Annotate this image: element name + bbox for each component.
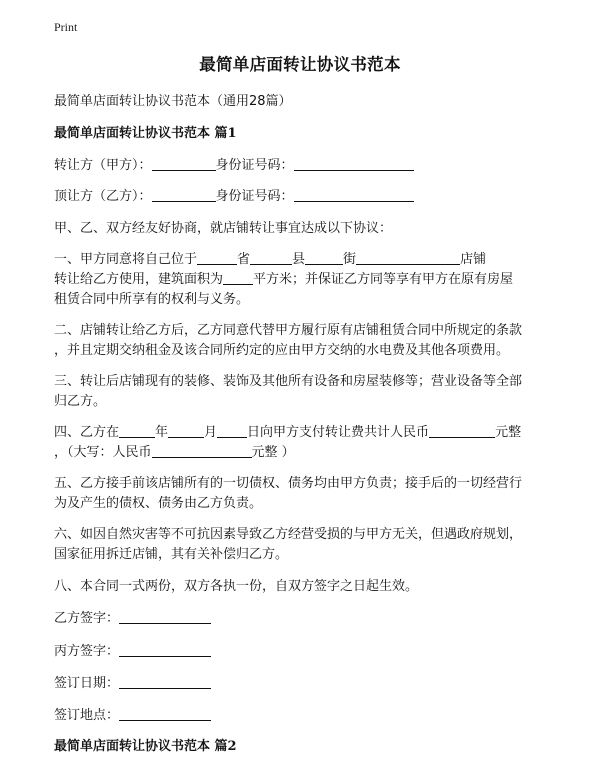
transferee-name-blank[interactable] — [152, 188, 216, 202]
clause-5-line-1: 五、乙方接手前该店铺所有的一切债权、债务均由甲方负责；接手后的一切经营行 — [54, 476, 523, 491]
clause-1-text-area-label: 转让给乙方使用，建筑面积为 — [54, 272, 224, 287]
clause-4-text-d: 日向甲方支付转让费共计人民币 — [247, 425, 430, 440]
area-blank[interactable] — [223, 271, 253, 285]
clause-1-line-1 — [54, 250, 486, 270]
clause-3-line-2: 归乙方。 — [54, 394, 107, 409]
transferor-line — [54, 156, 414, 176]
document-subtitle: 最简单店面转让协议书范本（通用28篇） — [54, 94, 292, 109]
signing-place — [54, 706, 211, 726]
clause-1-text-d: 街 — [343, 252, 357, 267]
clause-4-line-2 — [54, 443, 295, 463]
clause-1-text-area-unit: 平方米；并保证乙方同等享有甲方在原有房屋 — [253, 272, 514, 287]
clause-1-line-2 — [54, 270, 513, 290]
transferee-id-blank[interactable] — [294, 188, 414, 202]
clause-4-text-e: 元整 — [495, 425, 522, 440]
transferee-line — [54, 187, 414, 207]
clause-1-text-c: 县 — [292, 252, 306, 267]
transferee-id-label: 身份证号码： — [215, 189, 294, 204]
intro-paragraph: 甲、乙、双方经友好协商，就店铺转让事宜达成以下协议： — [54, 221, 393, 236]
clause-6-line-1: 六、如因自然灾害等不可抗因素导致乙方经营受损的与甲方无关，但遇政府规划， — [54, 527, 523, 542]
transferor-id-blank[interactable] — [294, 157, 414, 171]
clause-4-capital-label: ，（大写：人民币 — [54, 445, 152, 460]
month-blank[interactable] — [168, 424, 204, 438]
clause-2-line-1: 二、店铺转让给乙方后，乙方同意代替甲方履行原有店铺租赁合同中所规定的条款 — [54, 323, 523, 338]
signing-place-blank[interactable] — [119, 707, 211, 721]
signature-party-c — [54, 642, 211, 662]
signature-party-b-label: 乙方签字： — [54, 611, 120, 626]
clause-4-text-a: 四、乙方在 — [54, 425, 120, 440]
fee-amount-blank[interactable] — [429, 424, 495, 438]
transferor-name-blank[interactable] — [152, 157, 216, 171]
clause-6-line-2: 国家征用拆迁店铺，其有关补偿归乙方。 — [54, 547, 289, 562]
clause-8: 八、本合同一式两份，双方各执一份，自双方签字之日起生效。 — [54, 579, 419, 594]
street-blank[interactable] — [305, 251, 343, 265]
shop-blank[interactable] — [356, 251, 460, 265]
signing-date — [54, 674, 211, 694]
clause-1-text-e: 店铺 — [460, 252, 487, 267]
clause-3-line-1: 三、转让后店铺现有的装修、装饰及其他所有设备和房屋装修等；营业设备等全部 — [54, 374, 523, 389]
clause-2-line-2: ，并且定期交纳租金及该合同所约定的应由甲方交纳的水电费及其他各项费用。 — [54, 343, 510, 358]
county-blank[interactable] — [250, 251, 292, 265]
clause-4-text-c: 月 — [204, 425, 218, 440]
signing-place-label: 签订地点： — [54, 708, 120, 723]
clause-1-text-a: 一、甲方同意将自己位于 — [54, 252, 198, 267]
clause-5-line-2: 为及产生的债权、债务由乙方负责。 — [54, 496, 263, 511]
transferor-label: 转让方（甲方）： — [54, 158, 152, 173]
section-heading-2: 最简单店面转让协议书范本 篇2 — [54, 739, 237, 754]
signature-party-c-blank[interactable] — [119, 643, 211, 657]
transferor-id-label: 身份证号码： — [215, 158, 294, 173]
signature-party-b — [54, 609, 211, 629]
signing-date-label: 签订日期： — [54, 676, 120, 691]
signature-party-c-label: 丙方签字： — [54, 644, 120, 659]
section-heading-1: 最简单店面转让协议书范本 篇1 — [54, 126, 237, 141]
document-title: 最简单店面转让协议书范本 — [199, 55, 401, 74]
province-blank[interactable] — [197, 251, 237, 265]
day-blank[interactable] — [217, 424, 247, 438]
year-blank[interactable] — [119, 424, 155, 438]
clause-1-line-3: 租赁合同中所享有的权利与义务。 — [54, 292, 250, 307]
transferee-label: 顶让方（乙方）： — [54, 189, 152, 204]
signing-date-blank[interactable] — [119, 675, 211, 689]
print-label[interactable]: Print — [54, 20, 78, 34]
clause-4-line-1 — [54, 423, 521, 443]
clause-4-text-b: 年 — [155, 425, 169, 440]
clause-4-capital-unit: 元整 ） — [251, 445, 295, 460]
fee-capital-blank[interactable] — [152, 444, 252, 458]
clause-1-text-b: 省 — [237, 252, 251, 267]
signature-party-b-blank[interactable] — [119, 610, 211, 624]
